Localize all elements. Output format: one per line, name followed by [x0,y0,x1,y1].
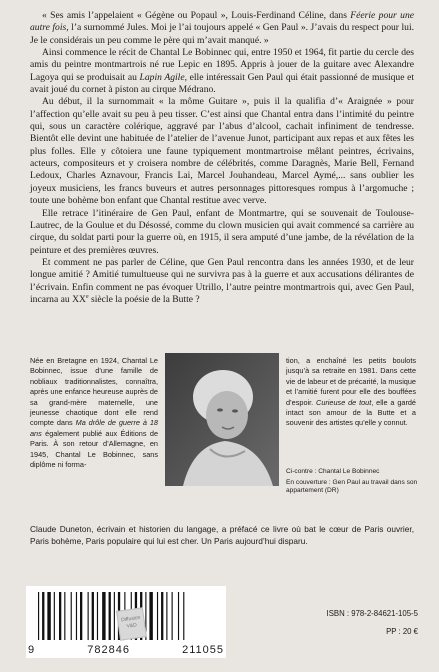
preface-note: Claude Duneton, écrivain et historien du langage, a préfacé ce livre où bat le cœur de Paris ouvrier, Paris bohème, Paris populaire qui lui est cher. Un Paris aujourd’hui disparu. [30,524,414,546]
paragraph-quote [30,10,414,47]
barcode-bar [161,592,163,640]
barcode-bar [92,592,94,640]
barcode-bar [109,592,111,640]
isbn-label: ISBN : 978-2-84621-105-5 [326,609,418,618]
text-span: , elle a gardé intact son amour de la Butte et a souvenir des artistes qu’elle y connut. [286,397,416,428]
paragraph-nickname: Au début, il la surnommait « la môme Guitare », puis il la qualifia d’« Araignée » pour l’affection qu’elle avait su peu à peu tisser. C’est ainsi que Chantal entra dans l’intimité du peintre qui, sous un caractère colérique, aggravé par l’abus d’alcool, cachait infiniment de tendresse. Bientôt elle devint une habituée de l’atelier de l’avenue Junot, participant aux repas et aux fêtes les plus folles. Elle y côtoiera une faune typiquement montmartroise mêlant peintres, écrivains, acteurs, compositeurs et y croisera nombre de célébrités, comme Daragnès, Marie Bell, Fernand Ledoux, Charles Aznavour, Francis Lai, Marcel Jouhandeau, Marcel Aymé,... sans oublier les joyeux musiciens, les francs buveurs et autres personnages pittoresques rompus à l’argomuche ; toute une bohème bon enfant que Chantal restitue avec verve. [30,96,414,207]
text-span: Et comment ne pas parler de Céline, que Gen Paul rencontra dans les années 1930, et de leur longue amitié ? Amitié tumultueuse qui ne survivra pas à la guerre et aux accusations délirantes de l’écrivain. Enfin comment ne pas évoquer Utrillo, l’autre peintre montmartrois qui, avec Gen Paul, incarna au XX [30,256,414,305]
emphasis: Curieuse de tout [316,397,372,407]
text-span: tion, a enchaîné les petits boulots jusqu’à sa retraite en 1981. Dans cette vie de labeur et de précarité, la musique et l’amitié furent pour elle des bouffées d’espoir. [286,356,416,407]
paragraph-intro [30,47,414,96]
distributor-sticker: Diffusion V&D [116,607,147,640]
price-label: PP : 20 € [386,627,418,636]
barcode-bar [54,592,55,640]
barcode-bar [88,592,89,640]
barcode-group: 211055 [182,644,224,656]
author-photo [165,353,279,486]
barcode-bar [178,592,179,640]
book-title: Ma drôle de guerre à 18 ans [30,418,158,438]
text-span: Ainsi commence le récit de Chantal Le Bobinnec qui, entre 1950 et 1964, fit partie du cercle des amis du peintre montmartrois né rue Lepic en 1895. Appris à jouer de la guitare avec Alexandre Lagoya qui se produisait au [30,47,414,83]
barcode-bar [47,592,50,640]
photo-caption [286,468,426,498]
venue-name: Lapin Agile [139,71,185,83]
paragraph-celine [30,257,414,306]
author-portrait-image [165,353,279,486]
caption-line: Ci-contre : Chantal Le Bobinnec [286,468,380,475]
barcode-bar [59,592,61,640]
barcode-bar [114,592,115,640]
barcode-bar [149,592,152,640]
isbn-price [326,605,418,641]
caption-line: En couverture : Gen Paul au travail dans son appartement (DR) [286,478,418,495]
barcode-bar [172,592,173,640]
barcode-bar [38,592,39,640]
barcode-bar [97,592,98,640]
text-span: Née en Bretagne en 1924, Chantal Le Bobinnec, issue d’une famille de nobliaux traditionnalistes, connaîtra, après une enfance heureuse auprès de sa grand-mère maternelle, une jeunesse chaotique dont elle rend compte dans [30,356,158,428]
text-span: également publié aux Éditions de Paris. À son retour d’Allemagne, en 1945, Chantal Le Bobinnec, sans diplôme ni forma- [30,428,158,470]
text-span: « Ses amis l’appelaient « Gégène ou Popaul », Louis-Ferdinand Céline, dans [42,10,351,21]
barcode-digits [28,644,224,656]
barcode-bar [64,592,65,640]
barcode-group: 782846 [87,644,130,656]
author-bio-right [286,356,416,429]
barcode-bar [42,592,44,640]
paragraph-itinerary: Elle retrace l’itinéraire de Gen Paul, enfant de Montmartre, qui se souvenait de Toulouse-Lautrec, de la Goulue et du Désossé, comme du clown musicien qui avait commencé sa carrière au cirque, du soldat parti pour la guerre où, en 1915, il sera amputé d’une jambe, de la révélation de la peinture et des premières œuvres. [30,207,414,256]
barcode-bar [183,592,184,640]
book-title: Féerie pour une autre fois [30,10,414,34]
barcode-digit: 9 [28,644,36,656]
barcode-bar [71,592,72,640]
barcode-bar [166,592,167,640]
barcode-bar [80,592,82,640]
barcode-bar [102,592,105,640]
barcode-bar [157,592,158,640]
superscript: e [85,293,89,300]
author-bio-left [30,356,158,470]
text-span: , elle intéressait Gen Paul qui était passionné de musique et avait joué du cornet à piston au cirque Médrano. [30,71,414,96]
text-span: siècle la poésie de la Butte ? [88,293,200,305]
barcode-bar [76,592,77,640]
text-span: , l’a surnommé Jules. Moi je l’ai toujours appelé « Gen Paul ». J’avais du respect pour lui. Je le considérais un peu comme le père qui m’avait manqué. » [30,22,415,46]
back-cover-text [30,10,414,306]
